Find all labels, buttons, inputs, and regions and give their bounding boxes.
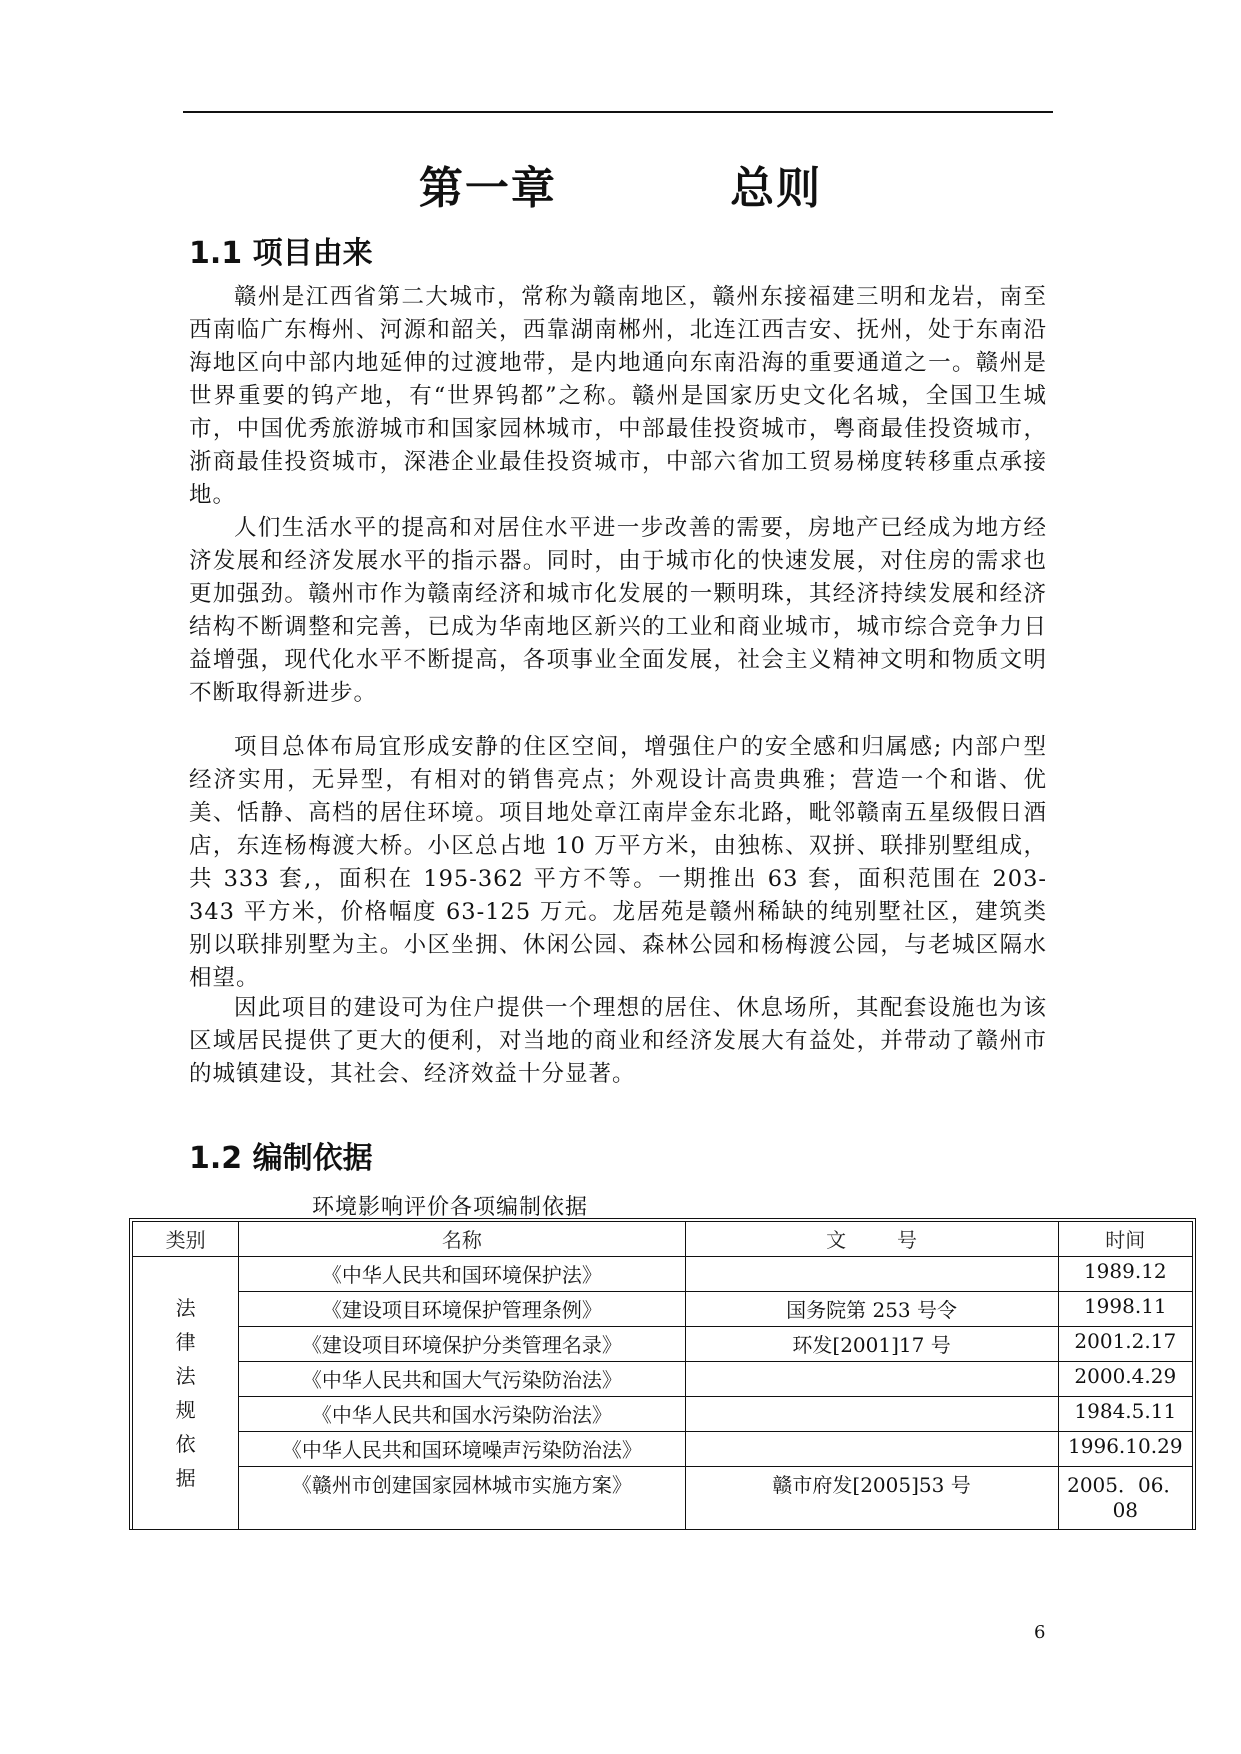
page-number: 6 xyxy=(1034,1622,1046,1643)
header-date: 时间 xyxy=(1058,1222,1192,1257)
issue-date: 2001.2.17 xyxy=(1058,1327,1192,1362)
header-rule xyxy=(183,111,1053,113)
doc-number: 环发[2001]17 号 xyxy=(685,1327,1058,1362)
doc-number xyxy=(685,1257,1058,1292)
issue-date: 1989.12 xyxy=(1058,1257,1192,1292)
issue-date: 1998.11 xyxy=(1058,1292,1192,1327)
category-cell xyxy=(133,1257,239,1530)
category-char: 据 xyxy=(175,1466,196,1490)
table-row xyxy=(133,1397,1193,1432)
law-name: 《中华人民共和国环境噪声污染防治法》 xyxy=(239,1432,685,1467)
category-char: 依 xyxy=(175,1432,196,1456)
header-doc-number: 文 号 xyxy=(685,1222,1058,1257)
paragraph-1: 赣州是江西省第二大城市，常称为赣南地区，赣州东接福建三明和龙岩，南至西南临广东梅州、河源和韶关，西靠湖南郴州，北连江西吉安、抚州，处于东南沿海地区向中部内地延伸的过渡地带，是内地通向东南沿海的重要通道之一。赣州是世界重要的钨产地，有“世界钨都”之称。赣州是国家历史文化名城，全国卫生城市，中国优秀旅游城市和国家园林城市，中部最佳投资城市，粤商最佳投资城市，浙商最佳投资城市，深港企业最佳投资城市，中部六省加工贸易梯度转移重点承接地。 xyxy=(189,284,1047,508)
law-name: 《建设项目环境保护分类管理名录》 xyxy=(239,1327,685,1362)
header-category: 类别 xyxy=(133,1222,239,1257)
doc-number xyxy=(685,1397,1058,1432)
doc-number: 国务院第 253 号令 xyxy=(685,1292,1058,1327)
law-name: 《中华人民共和国大气污染防治法》 xyxy=(239,1362,685,1397)
table-row xyxy=(133,1257,1193,1292)
table-row xyxy=(133,1292,1193,1327)
basis-table xyxy=(129,1218,1196,1530)
paragraph-4: 因此项目的建设可为住户提供一个理想的居住、休息场所，其配套设施也为该区域居民提供了更大的便利，对当地的商业和经济发展大有益处，并带动了赣州市的城镇建设，其社会、经济效益十分显著。 xyxy=(189,995,1047,1087)
section-heading-1-1: 1.1 项目由来 xyxy=(189,236,373,271)
category-char: 法 xyxy=(175,1364,196,1388)
issue-date: 1996.10.29 xyxy=(1058,1432,1192,1467)
table-row xyxy=(133,1432,1193,1467)
issue-date: 1984.5.11 xyxy=(1058,1397,1192,1432)
law-name: 《中华人民共和国水污染防治法》 xyxy=(239,1397,685,1432)
law-name: 《建设项目环境保护管理条例》 xyxy=(239,1292,685,1327)
category-char: 法 xyxy=(175,1296,196,1320)
chapter-title: 第一章 总则 xyxy=(418,163,823,214)
paragraph-2: 人们生活水平的提高和对居住水平进一步改善的需要，房地产已经成为地方经济发展和经济发展水平的指示器。同时，由于城市化的快速发展，对住房的需求也更加强劲。赣州市作为赣南经济和城市化发展的一颗明珠，其经济持续发展和经济结构不断调整和完善，已成为华南地区新兴的工业和商业城市，城市综合竞争力日益增强，现代化水平不断提高，各项事业全面发展，社会主义精神文明和物质文明不断取得新进步。 xyxy=(189,515,1047,706)
issue-date: 2000.4.29 xyxy=(1058,1362,1192,1397)
doc-number xyxy=(685,1362,1058,1397)
paragraph-3: 项目总体布局宜形成安静的住区空间，增强住户的安全感和归属感; 内部户型经济实用，无异型，有相对的销售亮点；外观设计高贵典雅；营造一个和谐、优美、恬静、高档的居住环境。项目地处章江南岸金东北路，毗邻赣南五星级假日酒店，东连杨梅渡大桥。小区总占地 10 万平方米，由独栋、双拼、联排别墅组成，共 333 套,，面积在 195-362 平方不等。一期推出 63 套，面积范围在 203-343 平方米，价格幅度 63-125 万元。龙居苑是赣州稀缺的纯别墅社区，建筑类别以联排别墅为主。小区坐拥、休闲公园、森林公园和杨梅渡公园，与老城区隔水相望。 xyxy=(189,734,1047,991)
doc-number: 赣市府发[2005]53 号 xyxy=(685,1467,1058,1530)
issue-date: 2005．06．08 xyxy=(1058,1467,1192,1530)
header-name: 名称 xyxy=(239,1222,685,1257)
law-name: 《赣州市创建国家园林城市实施方案》 xyxy=(239,1467,685,1530)
category-char: 规 xyxy=(175,1398,196,1422)
category-char: 律 xyxy=(175,1330,196,1354)
law-name: 《中华人民共和国环境保护法》 xyxy=(239,1257,685,1292)
doc-number xyxy=(685,1432,1058,1467)
table-row xyxy=(133,1327,1193,1362)
table-caption: 环境影响评价各项编制依据 xyxy=(312,1195,589,1220)
table-row xyxy=(133,1467,1193,1530)
section-heading-1-2: 1.2 编制依据 xyxy=(189,1141,373,1176)
table-header-row xyxy=(133,1222,1193,1257)
table-row xyxy=(133,1362,1193,1397)
